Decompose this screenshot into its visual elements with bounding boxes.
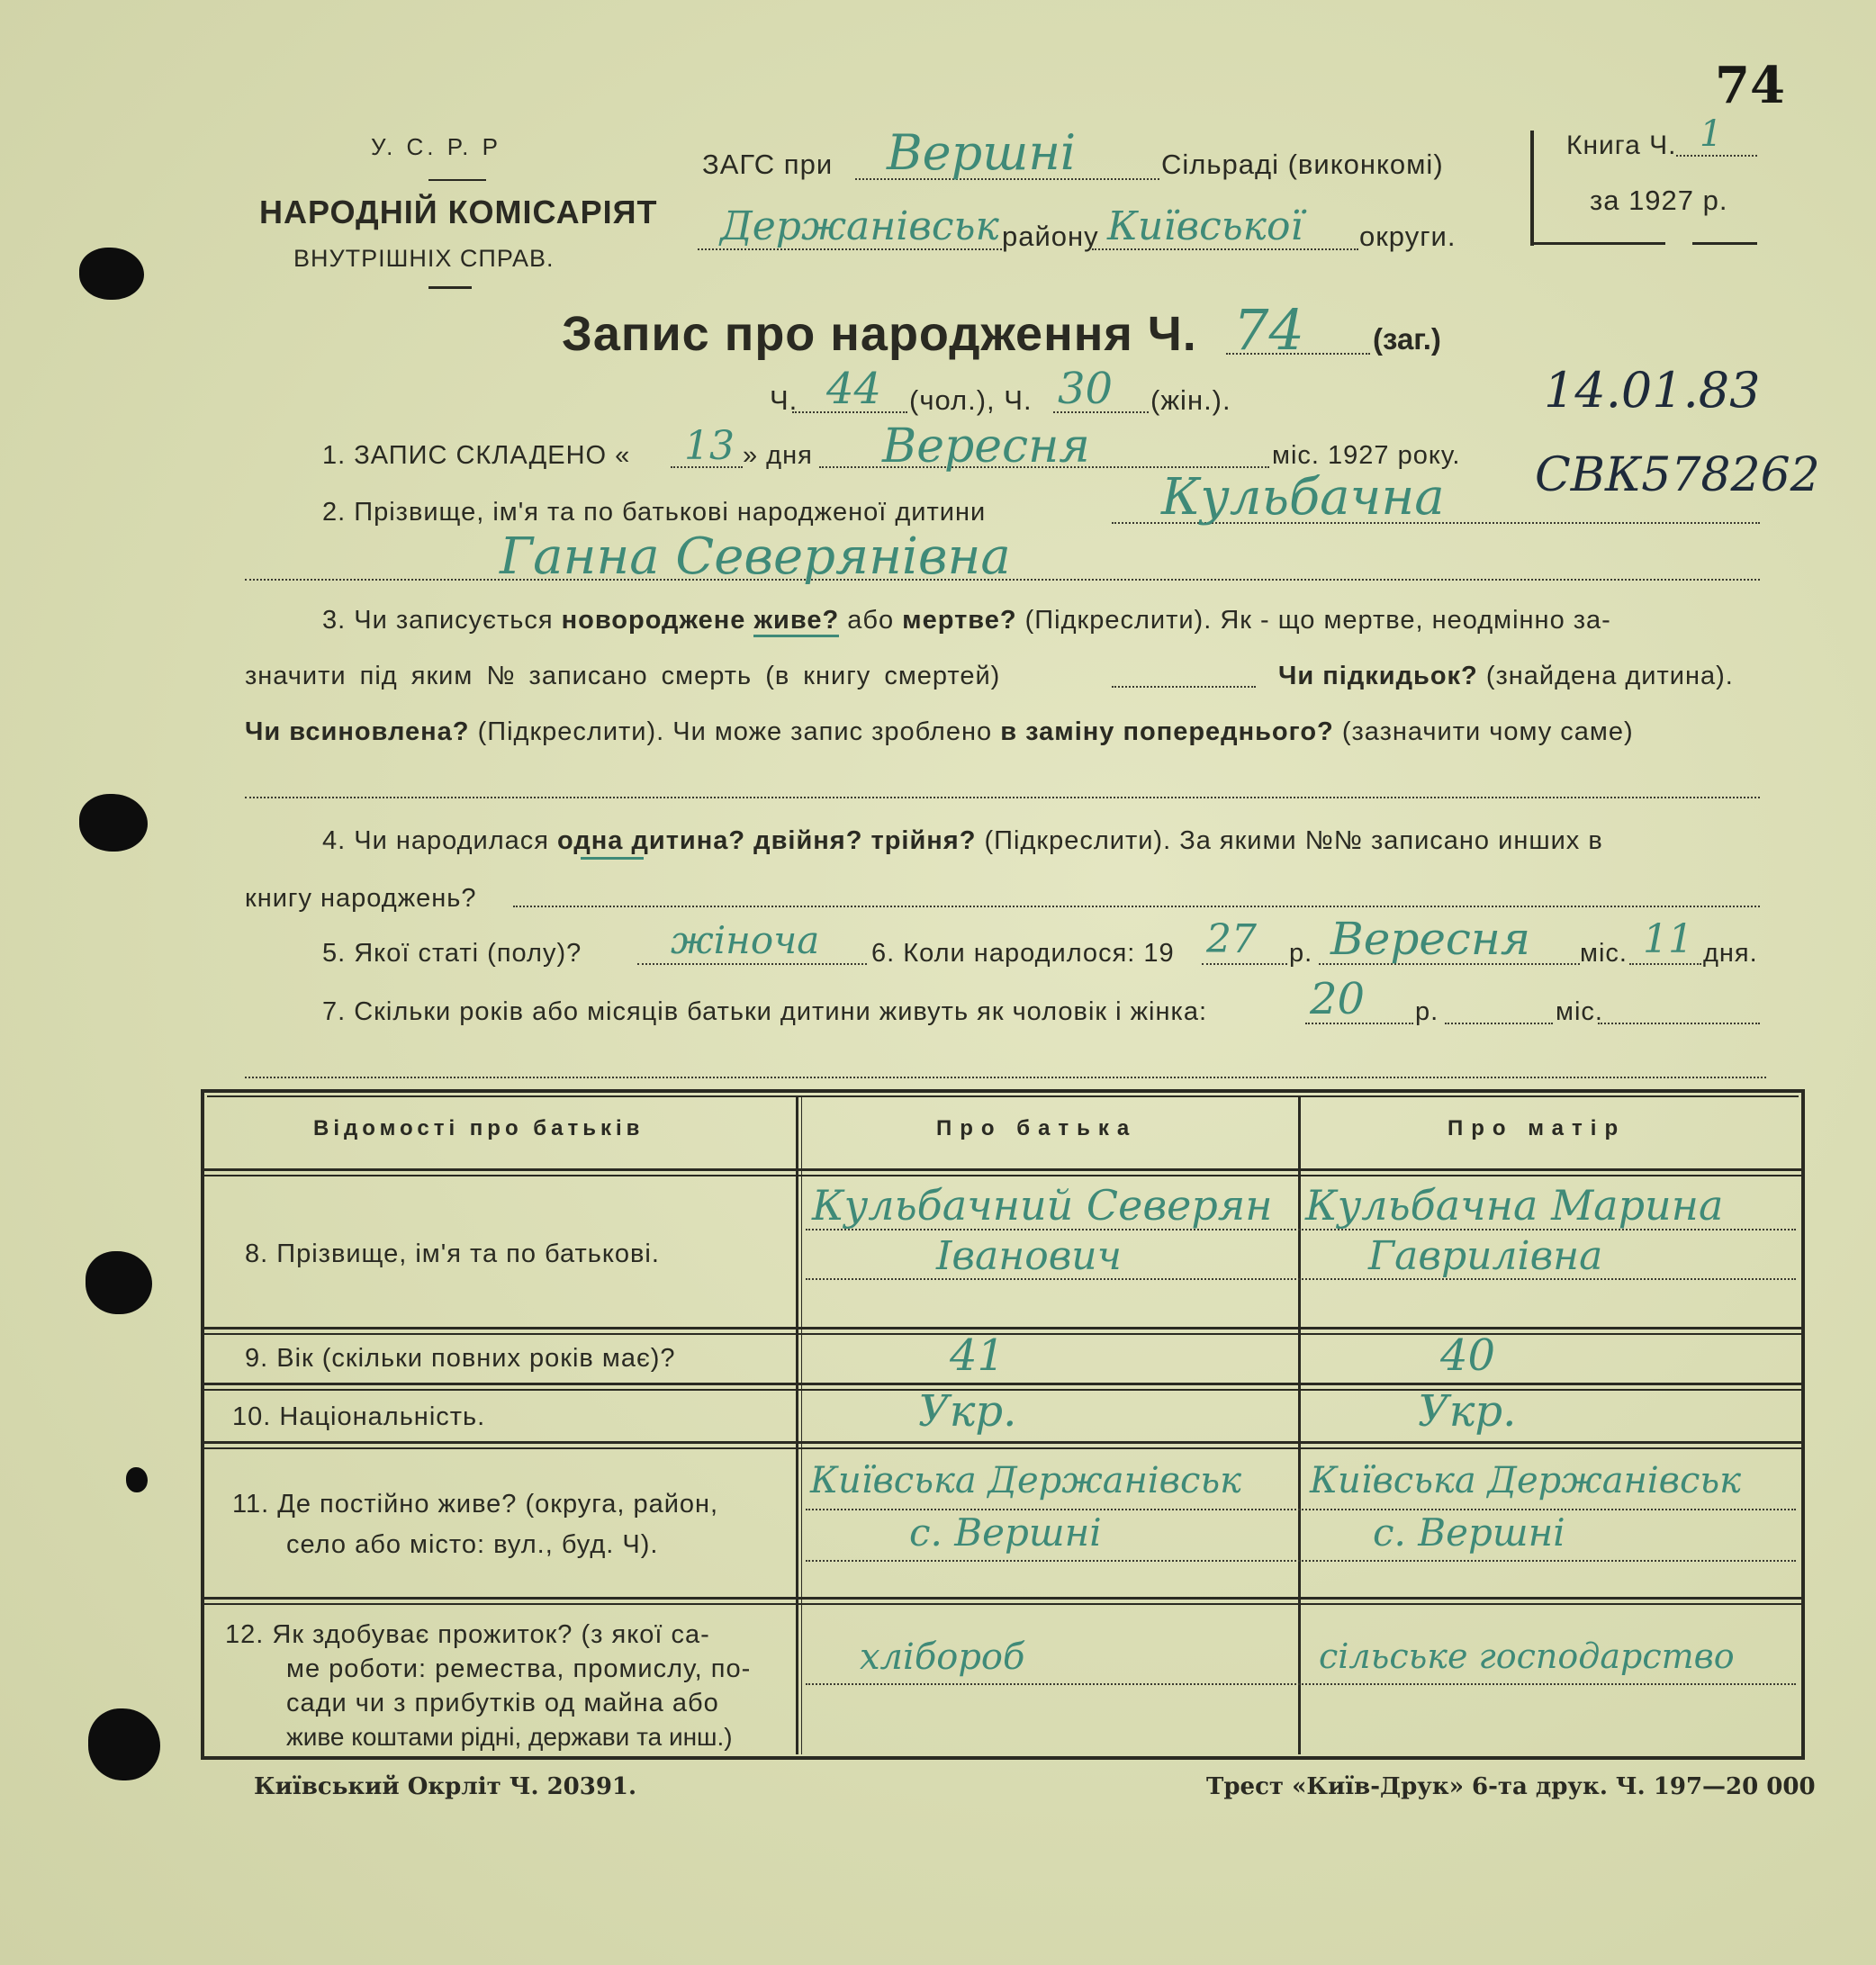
row11-label-2: село або місто: вул., буд. Ч). <box>286 1530 659 1559</box>
q7-mis: міс. <box>1556 997 1603 1026</box>
row8-father-1: Кульбачний Северян <box>812 1181 1273 1230</box>
male-count-label: (чол.), Ч. <box>909 384 1033 416</box>
row12-label-4: живе коштами рідні, держави та инш.) <box>286 1723 733 1751</box>
okrug-label: округи. <box>1359 221 1457 252</box>
q4-others-line <box>513 906 1760 907</box>
table-header-mother: Про матір <box>1448 1116 1627 1140</box>
footer-left: Київський Окрліт Ч. 20391. <box>254 1773 637 1800</box>
table-row-line <box>204 1447 1801 1449</box>
q7-bottom-line <box>245 1077 1766 1078</box>
book-box-left <box>1530 131 1534 246</box>
row8-mother-2: Гаврилівна <box>1368 1233 1603 1279</box>
book-box-bottom <box>1530 242 1665 245</box>
punch-hole <box>79 794 148 852</box>
table-col-line <box>796 1095 798 1754</box>
q3-text: значити під яким № записано смерть (в книгу смертей) <box>245 662 1001 690</box>
q4-one-child-underline <box>581 857 644 860</box>
page-number: 74 <box>1715 56 1785 115</box>
q3-text: (Підкреслити). Як - що мертве, неодмінно за- <box>1024 606 1611 635</box>
q2-label: 2. Прізвище, ім'я та по батькові народженої дитини <box>322 498 987 527</box>
punch-hole <box>86 1251 152 1314</box>
row12-line <box>806 1683 1796 1685</box>
q1-month-value: Вересня <box>882 419 1090 473</box>
book-year: за 1927 р. <box>1590 185 1728 216</box>
table-row-line <box>204 1441 1801 1444</box>
q3-text: (зазначити чому саме) <box>1341 717 1634 746</box>
row12-label-2: ме роботи: ремества, промислу, по- <box>286 1654 752 1683</box>
punch-hole <box>79 248 144 300</box>
table-row-line <box>204 1327 1801 1330</box>
q6-month-value: Вересня <box>1330 913 1530 965</box>
q6-r: р. <box>1289 939 1313 968</box>
q1-mid: » дня <box>743 441 813 470</box>
q1-label: 1. ЗАПИС СКЛАДЕНО « <box>322 441 631 470</box>
q4-line1 <box>322 826 1603 856</box>
q4-text: 4. Чи народилася <box>322 826 549 855</box>
title-suffix: (заг.) <box>1373 322 1441 356</box>
male-count-value: 44 <box>826 364 882 414</box>
row8-father-2: Іванович <box>936 1233 1123 1279</box>
table-row-line <box>204 1597 1801 1600</box>
row12-father: хлібороб <box>860 1636 1025 1678</box>
q3-alive: живе? <box>753 606 839 637</box>
count-ch: Ч. <box>770 384 798 416</box>
zags-council: Сільраді (виконкомі) <box>1161 149 1444 180</box>
q3-or: або <box>847 606 895 635</box>
q5-label: 5. Якої статі (полу)? <box>322 939 582 968</box>
q3-text: (знайдена дитина). <box>1485 662 1734 690</box>
punch-hole <box>126 1467 148 1492</box>
row9-label: 9. Вік (скільки повних років має)? <box>245 1344 676 1373</box>
row12-label-1: 12. Як здобуває прожиток? (з якої са- <box>225 1620 710 1649</box>
q7-months-line <box>1445 1023 1553 1024</box>
okrug-value: Київської <box>1107 203 1303 249</box>
divider <box>428 286 472 289</box>
table-col-line <box>1298 1095 1301 1754</box>
q4-text: (Підкреслити). За якими №№ записано инших в <box>984 826 1603 855</box>
q6-year-value: 27 <box>1206 916 1257 962</box>
row11-mother-1: Київська Держанівськ <box>1310 1460 1742 1501</box>
book-number-line <box>1676 155 1757 157</box>
dept-label: ВНУТРІШНІХ СПРАВ. <box>293 245 555 272</box>
table-inner-top <box>207 1095 1799 1097</box>
annotation-code: СВК578262 <box>1535 448 1820 502</box>
q6-year-line <box>1202 963 1287 965</box>
q6-label: 6. Коли народилося: 19 <box>871 939 1175 968</box>
q3-text: 3. Чи записується <box>322 606 554 635</box>
divider <box>428 179 486 181</box>
table-header-info: Відомості про батьків <box>313 1116 645 1140</box>
row8-label: 8. Прізвище, ім'я та по батькові. <box>245 1239 660 1268</box>
q3-line2 <box>245 662 1000 691</box>
district-label: району <box>1002 221 1099 252</box>
row12-mother: сільське господарство <box>1319 1636 1735 1676</box>
row11-label-1: 11. Де постійно живе? (округа, район, <box>232 1490 719 1519</box>
q6-dnia: дня. <box>1703 939 1758 968</box>
q5-sex-value: жіноча <box>671 918 820 962</box>
table-row-line <box>204 1383 1801 1385</box>
commissariat-label: НАРОДНІЙ КОМІСАРІЯТ <box>259 194 658 230</box>
q7-label: 7. Скільки років або місяців батьки дитини живуть як чоловік і жінка: <box>322 997 1208 1026</box>
state-label: У. С. Р. Р <box>371 133 501 160</box>
q3-text: (Підкреслити). Чи може запис зроблено <box>477 717 993 746</box>
zags-village-value: Вершні <box>887 124 1077 181</box>
row8-mother-1: Кульбачна Марина <box>1305 1181 1724 1230</box>
q2-name-value: Ганна Северянівна <box>500 527 1011 586</box>
q6-mis: міс. <box>1580 939 1628 968</box>
zags-prefix: ЗАГС при <box>702 149 834 180</box>
footer-right: Трест «Київ-Друк» 6-та друк. Ч. 197—20 000 <box>1206 1773 1816 1800</box>
female-count-label: (жін.). <box>1150 384 1231 416</box>
q3-reason-line <box>245 797 1760 798</box>
q6-day-line <box>1629 963 1701 965</box>
table-col-line <box>801 1095 802 1754</box>
q3-line2b <box>1278 662 1734 691</box>
row10-label: 10. Національність. <box>232 1402 486 1431</box>
q3-line3 <box>245 717 1634 747</box>
female-count-value: 30 <box>1058 364 1114 414</box>
q7-years-value: 20 <box>1310 974 1366 1024</box>
q3-newborn: новороджене <box>561 606 746 635</box>
q2-surname-value: Кульбачна <box>1161 468 1445 527</box>
table-row-line <box>204 1603 1801 1605</box>
row11-mother-2: с. Вершні <box>1373 1510 1565 1555</box>
row11-father-2: с. Вершні <box>909 1510 1102 1555</box>
row9-mother: 40 <box>1440 1330 1496 1381</box>
q4-line2: книгу народжень? <box>245 884 477 913</box>
row12-label-3: сади чи з прибутків од майна або <box>286 1689 719 1717</box>
q3-dead: мертве? <box>902 606 1017 635</box>
row10-mother: Укр. <box>1418 1386 1517 1437</box>
q3-replacement: в заміну попереднього? <box>1000 717 1334 746</box>
q1-day-value: 13 <box>684 423 735 469</box>
row11-line <box>806 1560 1796 1562</box>
table-header-father: Про батька <box>936 1116 1138 1140</box>
q6-day-value: 11 <box>1643 916 1693 962</box>
title-number-value: 74 <box>1233 297 1304 363</box>
table-row-line <box>204 1175 1801 1176</box>
row11-father-1: Київська Держанівськ <box>810 1460 1242 1501</box>
row10-father: Укр. <box>918 1386 1017 1437</box>
district-value: Держанівськ <box>720 203 999 249</box>
punch-hole <box>88 1708 160 1780</box>
q3-foundling: Чи підкидьок? <box>1278 662 1478 690</box>
q3-adopted: Чи всиновлена? <box>245 717 470 746</box>
q7-extra-line <box>1598 1023 1760 1024</box>
book-label: Книга Ч. <box>1566 131 1677 160</box>
book-number-value: 1 <box>1700 113 1723 155</box>
q3-line1 <box>322 606 1611 635</box>
q5-sex-line <box>637 963 867 965</box>
annotation-date: 14.01.83 <box>1544 362 1761 419</box>
q4-options: одна дитина? двійня? трійня? <box>557 826 977 855</box>
row9-father: 41 <box>950 1330 1006 1381</box>
q7-r: р. <box>1415 997 1439 1026</box>
q3-death-line <box>1112 686 1256 688</box>
q1-end: міс. 1927 року. <box>1272 441 1461 470</box>
record-title: Запис про народження Ч. <box>562 307 1197 361</box>
book-box-bottom <box>1692 242 1757 245</box>
table-row-line <box>204 1168 1801 1171</box>
